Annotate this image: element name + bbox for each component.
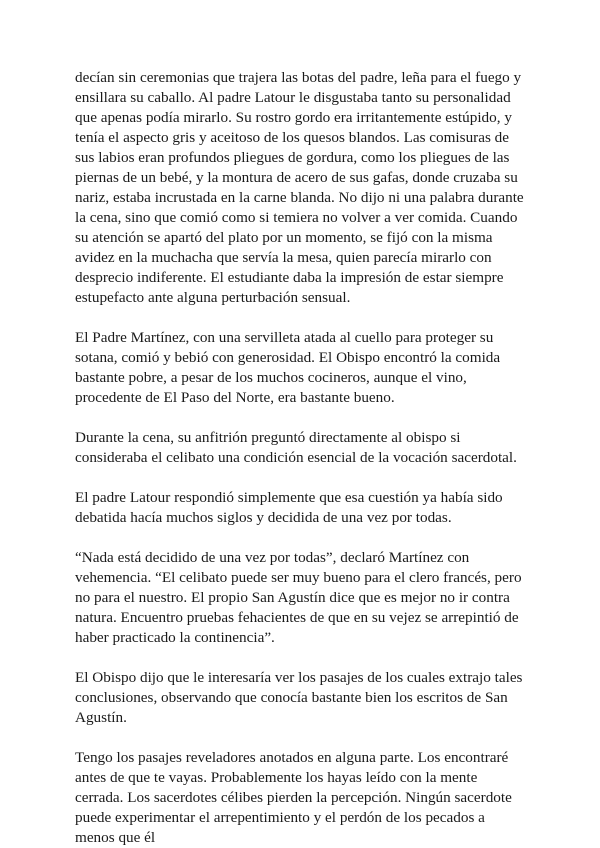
paragraph-2: El Padre Martínez, con una servilleta atada al cuello para proteger su sotana, comió y bebió con generosidad. El Obispo encontró la comida bastante pobre, a pesar de los muchos cocineros, aunque el vino, procedente de El Paso del Norte, era bastante bueno. bbox=[75, 329, 501, 406]
paragraph-7: Tengo los pasajes reveladores anotados en alguna parte. Los encontraré antes de que te vayas. Probablemente los hayas leído con la mente cerrada. Los sacerdotes célibes pierden la percepción. Ningún sacerdote puede experimentar el arrepentimiento y el perdón de los pecados a menos que él bbox=[75, 749, 512, 846]
paragraph-6: El Obispo dijo que le interesaría ver los pasajes de los cuales extrajo tales conclusiones, observando que conocía bastante bien los escritos de San Agustín. bbox=[75, 669, 523, 726]
document-page bbox=[75, 68, 525, 848]
paragraph-1: decían sin ceremonias que trajera las botas del padre, leña para el fuego y ensillara su caballo. Al padre Latour le disgustaba tanto su personalidad que apenas podía mirarlo. Su rostro gordo era irritantemente estúpido, y tenía el aspecto gris y aceitoso de los quesos blandos. Las comisuras de sus labios eran profundos pliegues de gordura, como los pliegues de las piernas de un bebé, y la montura de acero de sus gafas, donde cruzaba su nariz, estaba incrustada en la carne blanda. No dijo ni una palabra durante la cena, sino que comió como si temiera no volver a ver comida. Cuando su atención se apartó del plato por un momento, se fijó con la misma avidez en la muchacha que servía la mesa, quien parecía mirarlo con desprecio indiferente. El estudiante daba la impresión de estar siempre estupefacto ante alguna perturbación sensual. bbox=[75, 69, 524, 306]
paragraph-5: “Nada está decidido de una vez por todas”, declaró Martínez con vehemencia. “El celibato puede ser muy bueno para el clero francés, pero no para el nuestro. El propio San Agustín dice que es mejor no ir contra natura. Encuentro pruebas fehacientes de que en su vejez se arrepintió de haber practicado la continencia”. bbox=[75, 549, 522, 646]
paragraph-3: Durante la cena, su anfitrión preguntó directamente al obispo si consideraba el celibato una condición esencial de la vocación sacerdotal. bbox=[75, 429, 517, 466]
paragraph-4: El padre Latour respondió simplemente que esa cuestión ya había sido debatida hacía muchos siglos y decidida de una vez por todas. bbox=[75, 489, 503, 526]
